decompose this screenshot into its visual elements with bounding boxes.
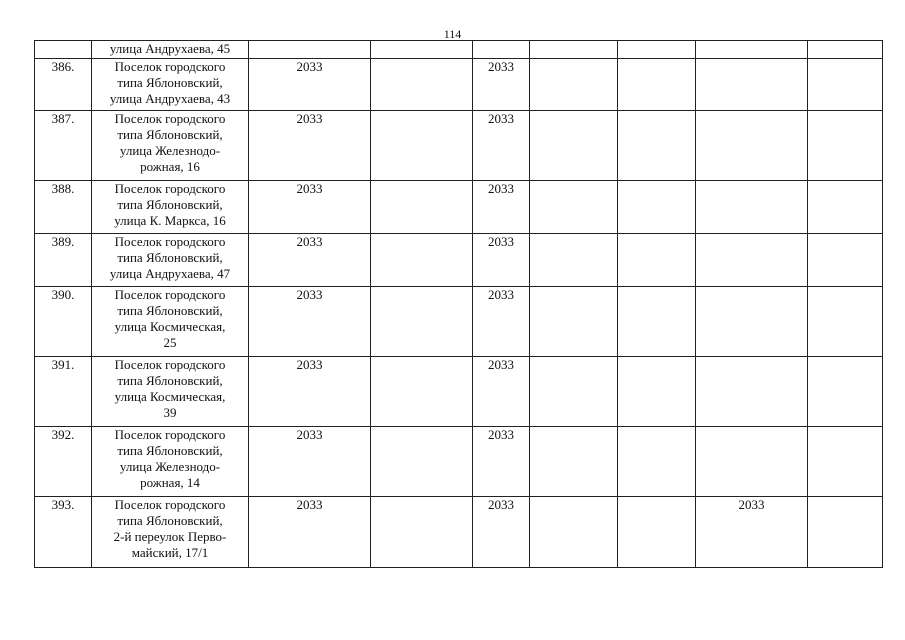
row-number-cell: [35, 41, 92, 59]
year-value: 2033: [488, 234, 514, 249]
address-cell: Поселок городского типа Яблоновский, улица Железнодо- рожная, 14: [92, 427, 249, 497]
row-number-cell: 387.: [35, 111, 92, 181]
year-cell-col8: [696, 287, 808, 357]
empty-cell: [530, 111, 618, 181]
empty-cell: [808, 234, 883, 287]
address-cell: Поселок городского типа Яблоновский, улица К. Маркса, 16: [92, 181, 249, 234]
year-value: 2033: [488, 59, 514, 74]
year-cell-col5: [473, 287, 530, 357]
year-cell-col8: [696, 181, 808, 234]
empty-cell: [618, 427, 696, 497]
year-value: 2033: [488, 497, 514, 512]
empty-cell: [808, 59, 883, 111]
year-value: 2033: [296, 497, 323, 512]
empty-cell: [371, 41, 473, 59]
year-cell-col5: [473, 59, 530, 111]
empty-cell: [371, 59, 473, 111]
empty-cell: [618, 287, 696, 357]
year-cell-col3: [249, 427, 371, 497]
page-number: 114: [443, 27, 462, 41]
address-cell: Поселок городского типа Яблоновский, улица Космическая, 39: [92, 357, 249, 427]
year-cell-col5: [473, 111, 530, 181]
empty-cell: [618, 111, 696, 181]
year-value: 2033: [488, 357, 514, 372]
empty-cell: [371, 287, 473, 357]
table-row-continued: [35, 41, 883, 59]
year-cell-col3: [249, 357, 371, 427]
table-row: [35, 111, 883, 181]
row-number-cell: 389.: [35, 234, 92, 287]
empty-cell: [618, 41, 696, 59]
row-number-cell: 392.: [35, 427, 92, 497]
address-cell: Поселок городского типа Яблоновский, улица Космическая, 25: [92, 287, 249, 357]
empty-cell: [530, 357, 618, 427]
year-cell-col5: [473, 427, 530, 497]
empty-cell: [371, 234, 473, 287]
row-number-cell: 390.: [35, 287, 92, 357]
empty-cell: [618, 234, 696, 287]
year-value: 2033: [296, 287, 323, 302]
address-cell: Поселок городского типа Яблоновский, улица Андрухаева, 43: [92, 59, 249, 111]
year-value: 2033: [296, 357, 323, 372]
year-value: 2033: [488, 427, 514, 442]
year-cell-col3: [249, 287, 371, 357]
row-number-cell: 388.: [35, 181, 92, 234]
empty-cell: [530, 59, 618, 111]
year-value: 2033: [738, 497, 765, 512]
table-row: [35, 287, 883, 357]
year-cell-col3: [249, 111, 371, 181]
empty-cell: [371, 181, 473, 234]
table-row: [35, 59, 883, 111]
year-cell-col5: [473, 357, 530, 427]
address-cell: Поселок городского типа Яблоновский, улица Железнодо- рожная, 16: [92, 111, 249, 181]
year-cell-col3: [249, 181, 371, 234]
year-cell-col8: [696, 234, 808, 287]
year-value: 2033: [296, 234, 323, 249]
empty-cell: [808, 287, 883, 357]
address-cell: улица Андрухаева, 45: [92, 41, 249, 59]
empty-cell: [808, 357, 883, 427]
empty-cell: [808, 181, 883, 234]
year-cell-col8: [696, 497, 808, 568]
table-row: [35, 234, 883, 287]
year-cell-col5: [473, 181, 530, 234]
year-cell-col8: [696, 111, 808, 181]
empty-cell: [473, 41, 530, 59]
empty-cell: [808, 497, 883, 568]
empty-cell: [530, 234, 618, 287]
empty-cell: [618, 357, 696, 427]
registry-table: [34, 40, 883, 568]
year-value: 2033: [296, 427, 323, 442]
table-row: [35, 497, 883, 568]
table-row: [35, 427, 883, 497]
year-value: 2033: [488, 181, 514, 196]
row-number-cell: 391.: [35, 357, 92, 427]
empty-cell: [530, 427, 618, 497]
year-value: 2033: [296, 111, 323, 126]
empty-cell: [530, 41, 618, 59]
empty-cell: [618, 59, 696, 111]
row-number-cell: 386.: [35, 59, 92, 111]
year-cell-col5: [473, 234, 530, 287]
empty-cell: [530, 181, 618, 234]
empty-cell: [530, 287, 618, 357]
year-cell-col8: [696, 59, 808, 111]
empty-cell: [371, 427, 473, 497]
year-cell-col3: [249, 234, 371, 287]
year-value: 2033: [296, 181, 323, 196]
table-row: [35, 181, 883, 234]
year-value: 2033: [488, 111, 514, 126]
address-cell: Поселок городского типа Яблоновский, 2-й переулок Перво- майский, 17/1: [92, 497, 249, 568]
address-cell: Поселок городского типа Яблоновский, улица Андрухаева, 47: [92, 234, 249, 287]
year-cell-col5: [473, 497, 530, 568]
year-cell-col8: [696, 357, 808, 427]
year-value: 2033: [488, 287, 514, 302]
row-number-cell: 393.: [35, 497, 92, 568]
year-cell-col8: [696, 427, 808, 497]
empty-cell: [808, 111, 883, 181]
year-cell-col3: [249, 497, 371, 568]
empty-cell: [618, 497, 696, 568]
empty-cell: [530, 497, 618, 568]
empty-cell: [371, 111, 473, 181]
empty-cell: [371, 497, 473, 568]
empty-cell: [808, 41, 883, 59]
year-value: 2033: [296, 59, 323, 74]
empty-cell: [249, 41, 371, 59]
table-row: [35, 357, 883, 427]
year-cell-col3: [249, 59, 371, 111]
empty-cell: [618, 181, 696, 234]
table-body: [35, 41, 883, 568]
empty-cell: [371, 357, 473, 427]
empty-cell: [808, 427, 883, 497]
empty-cell: [696, 41, 808, 59]
